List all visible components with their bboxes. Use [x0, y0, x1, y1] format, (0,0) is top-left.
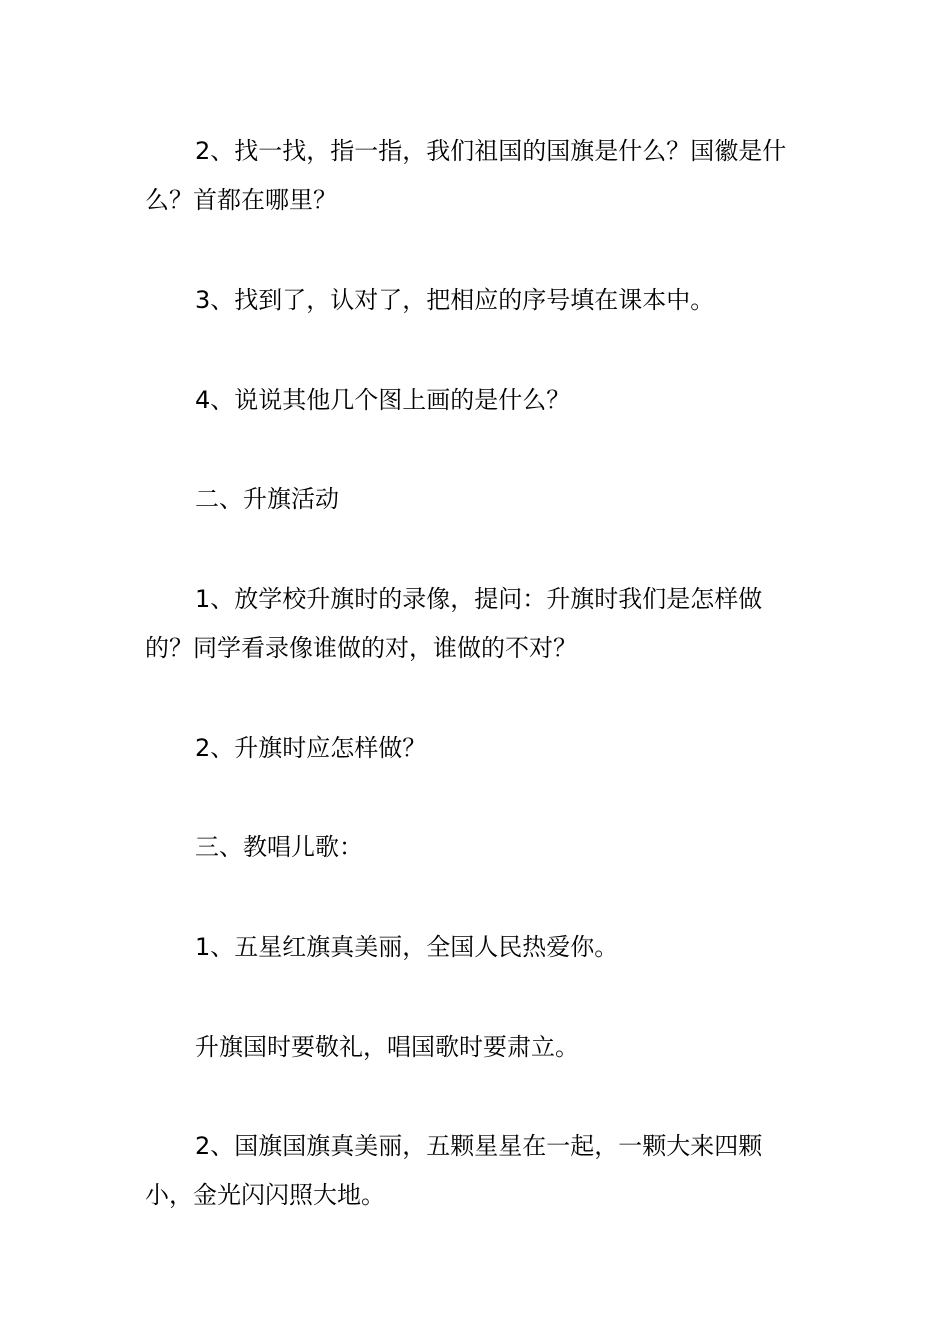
paragraph-rhyme-two: 2、国旗国旗真美丽，五颗星星在一起，一颗大来四颗小，金光闪闪照大地。 — [145, 1132, 763, 1209]
paragraph-rhyme-one-line-two: 升旗国时要敬礼，唱国歌时要肃立。 — [195, 1033, 579, 1061]
section-heading-nursery-rhyme: 三、教唱儿歌： — [195, 833, 363, 861]
paragraph-how-to-behave: 2、升旗时应怎样做？ — [195, 734, 427, 762]
paragraph-fill-numbers: 3、找到了，认对了，把相应的序号填在课本中。 — [195, 286, 715, 314]
paragraph-other-pictures: 4、说说其他几个图上画的是什么？ — [195, 386, 571, 414]
paragraph-video-question: 1、放学校升旗时的录像，提问：升旗时我们是怎样做的？同学看录像谁做的对，谁做的不对？ — [145, 585, 763, 662]
section-heading-flag-raising: 二、升旗活动 — [195, 485, 339, 513]
paragraph-find-flag: 2、找一找，指一指，我们祖国的国旗是什么？国徽是什么？首都在哪里？ — [145, 137, 787, 214]
paragraph-rhyme-one-line-one: 1、五星红旗真美丽，全国人民热爱你。 — [195, 933, 619, 961]
